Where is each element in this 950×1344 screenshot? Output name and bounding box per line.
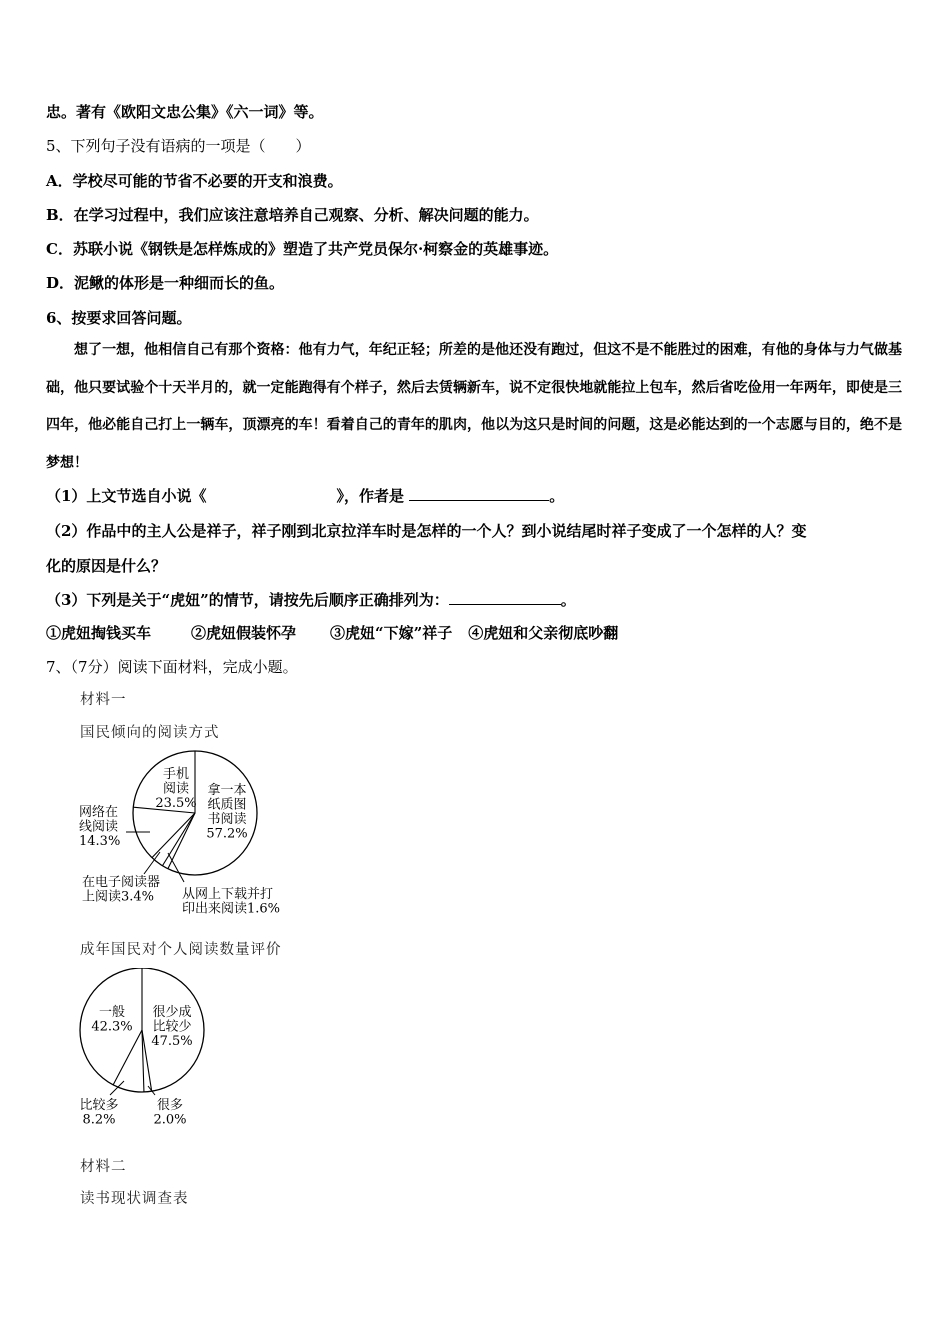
pie-slice-boundary-4	[113, 1030, 142, 1085]
q5-stem: 5、下列句子没有语病的一项是（ ）	[46, 137, 311, 155]
table-title: 读书现状调查表	[80, 1191, 189, 1207]
q6-sub1	[46, 486, 564, 506]
q5-option-c: C．苏联小说《钢铁是怎样炼成的》塑造了共产党员保尔·柯察金的英雄事迹。	[46, 240, 559, 258]
q5-option-b: B．在学习过程中，我们应该注意培养自己观察、分析、解决问题的能力。	[46, 206, 539, 224]
pie-slice-label-4: 一般 42.3%	[91, 1005, 133, 1035]
pie-slice-label-2: 从网上下载并打印出来阅读1.6%	[182, 887, 281, 917]
pie-slice-label-3: 比较多 8.2%	[79, 1098, 119, 1128]
chart1-title: 国民倾向的阅读方式	[80, 725, 220, 741]
material1-label: 材料一	[80, 692, 127, 708]
pie-slice-label-2: 很多 2.0%	[153, 1098, 187, 1128]
material2-label: 材料二	[80, 1159, 127, 1175]
q6-sub2-line2: 化的原因是什么？	[46, 557, 167, 575]
sub1-end: 。	[549, 487, 565, 505]
chart-reading-quantity	[70, 968, 290, 1128]
sequence-option-1: ①虎妞掏钱买车	[46, 624, 152, 642]
pie-slice-boundary-4	[152, 813, 195, 858]
q5-option-a: A．学校尽可能的节省不必要的开支和浪费。	[46, 172, 343, 190]
intro-line: 忠。著有《欧阳文忠公集》《六一词》等。	[46, 103, 324, 121]
chart2-title: 成年国民对个人阅读数量评价	[80, 942, 282, 958]
pie-slice-label-4: 网络在线阅读 14.3%	[79, 805, 121, 849]
pie-leader-2	[168, 853, 184, 882]
pie-slice-boundary-3	[162, 813, 195, 866]
pie-slice-label-5: 手机阅读 23.5%	[155, 767, 197, 811]
passage-text: 想了一想，他相信自己有那个资格：他有力气，年纪正轻；所差的是他还没有跑过，但这不是不能胜过的困难，有他的身体与力气做基础，他只要试验个十天半月的，就一定能跑得有个样子，然后去赁辆新车，说不定很快地就能拉上包车，然后省吃俭用一年两年，即使是三四年，他必能自己打上一辆车，顶漂亮的车！看着自己的青年的肌肉，他以为这只是时间的问题，这是必能达到的一个志愿与目的，绝不是梦想！	[46, 342, 902, 471]
sequence-option-2: ②虎妞假装怀孕	[191, 624, 297, 642]
q6-passage	[46, 332, 902, 482]
q6-sub2-line1: （2）作品中的主人公是祥子，祥子刚到北京拉洋车时是怎样的一个人？到小说结尾时祥子变成了一个怎样的人？变	[46, 522, 807, 540]
q6-sub3	[46, 590, 576, 610]
novel-title-blank[interactable]	[206, 487, 336, 501]
sequence-blank[interactable]	[449, 590, 561, 605]
sub1-prefix: （1）上文节选自小说《	[46, 487, 207, 505]
sequence-option-3: ③虎妞“下嫁”祥子	[330, 624, 453, 642]
q5-option-d: D．泥鳅的体形是一种细而长的鱼。	[46, 274, 285, 292]
chart-reading-methods	[70, 748, 390, 928]
pie-slice-label-3: 在电子阅读器上阅读3.4%	[82, 875, 161, 905]
author-blank[interactable]	[409, 486, 549, 501]
q6-stem: 6、按要求回答问题。	[46, 309, 192, 327]
sequence-option-4: ④虎妞和父亲彻底吵翻	[468, 624, 619, 642]
pie-slice-label-1: 很少成比较少 47.5%	[151, 1005, 193, 1049]
sub3-end: 。	[560, 591, 576, 609]
q7-stem: 7、（7分）阅读下面材料，完成小题。	[46, 658, 298, 676]
pie-slice-label-1: 拿一本纸质图书阅读 57.2%	[206, 783, 248, 842]
sub3-text: （3）下列是关于“虎妞”的情节，请按先后顺序正确排列为：	[46, 591, 449, 609]
sub1-middle: 》，作者是	[336, 487, 404, 505]
sequence-options	[46, 623, 618, 643]
